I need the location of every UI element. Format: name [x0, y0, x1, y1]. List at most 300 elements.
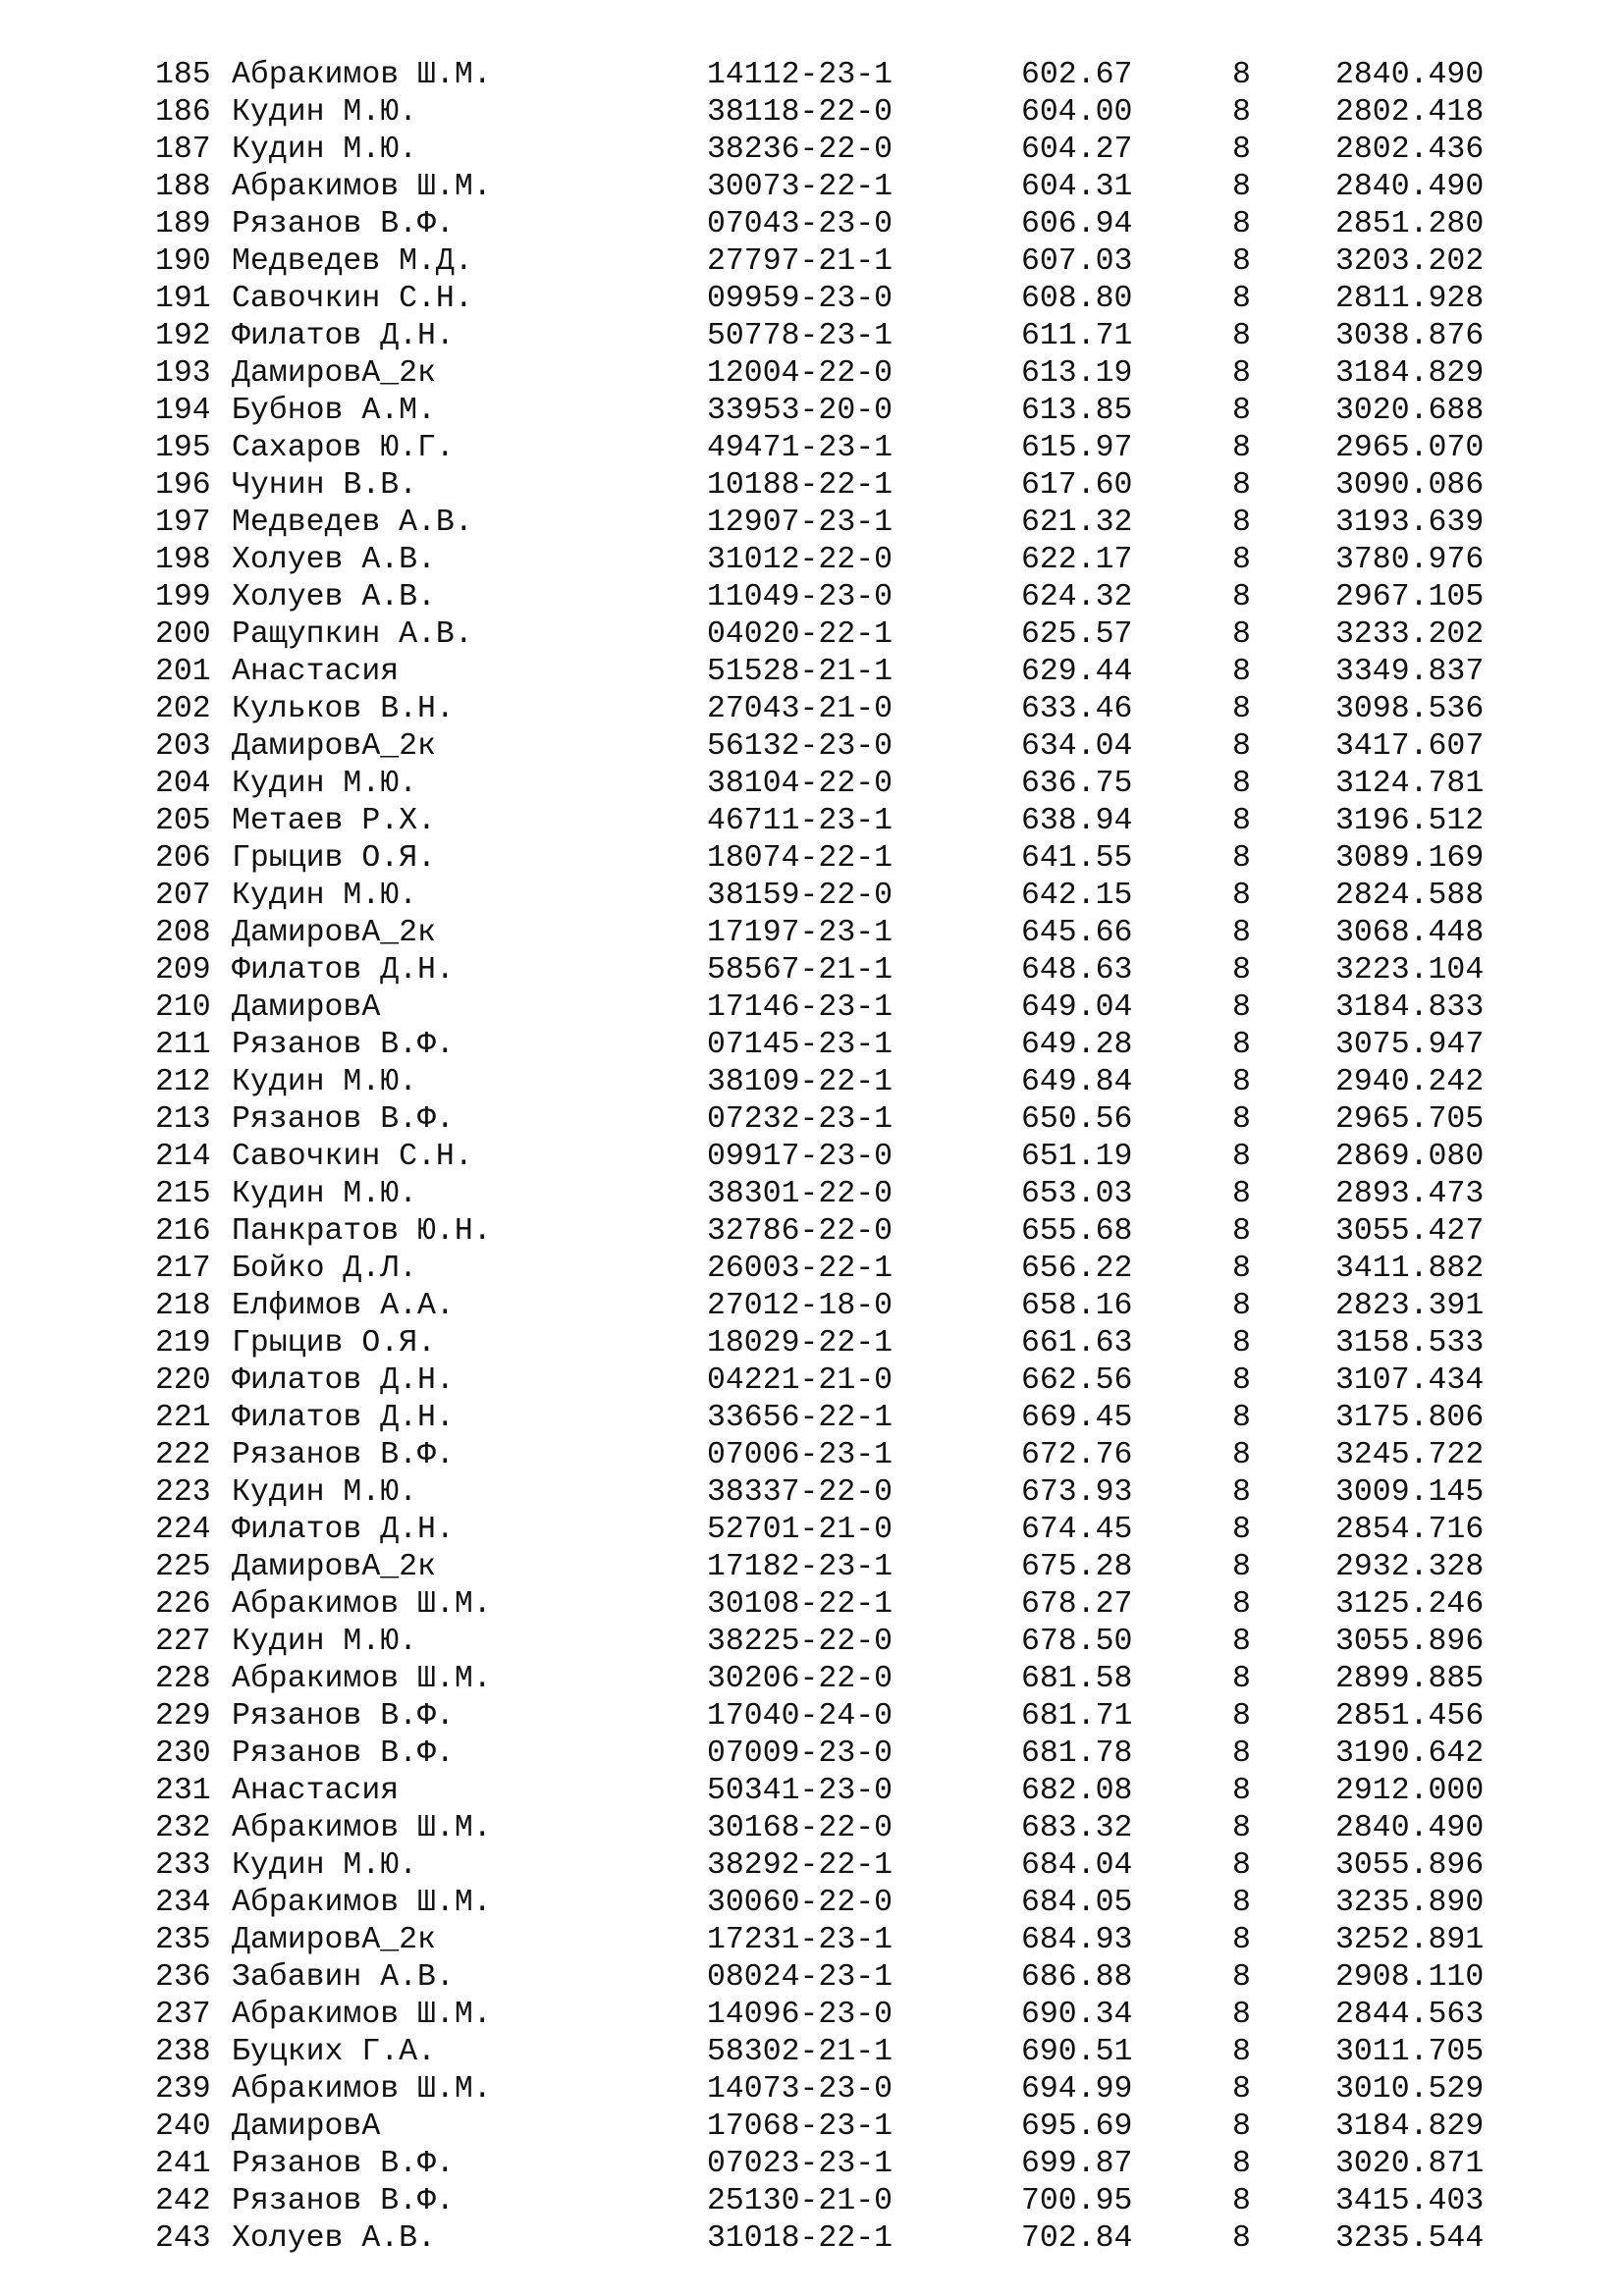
person-name: Кудин М.Ю.: [232, 95, 418, 130]
total-cell: 2840.490: [1335, 1811, 1485, 1845]
table-row: [0, 1027, 1624, 1064]
record-code: 10188-22-1: [707, 468, 893, 503]
value-cell: 617.60: [1021, 468, 1133, 503]
person-name: ДамировА_2к: [232, 1923, 436, 1957]
total-cell: 2912.000: [1335, 1774, 1485, 1808]
row-number: 214: [155, 1140, 211, 1174]
total-cell: 3010.529: [1335, 2072, 1485, 2107]
person-name: Ращупкин А.В.: [232, 617, 473, 652]
value-cell: 700.95: [1021, 2184, 1133, 2218]
count-cell: 8: [1232, 58, 1251, 92]
value-cell: 608.80: [1021, 282, 1133, 316]
value-cell: 606.94: [1021, 207, 1133, 241]
total-cell: 3203.202: [1335, 244, 1485, 279]
person-name: ДамировА_2к: [232, 916, 436, 950]
table-row: [0, 1251, 1624, 1288]
value-cell: 662.56: [1021, 1363, 1133, 1398]
row-number: 229: [155, 1699, 211, 1734]
row-number: 232: [155, 1811, 211, 1845]
record-code: 52701-21-0: [707, 1513, 893, 1547]
person-name: Бойко Д.Л.: [232, 1252, 418, 1286]
value-cell: 634.04: [1021, 729, 1133, 764]
count-cell: 8: [1232, 1065, 1251, 1099]
row-number: 186: [155, 95, 211, 130]
row-number: 210: [155, 990, 211, 1025]
count-cell: 8: [1232, 207, 1251, 241]
total-cell: 3780.976: [1335, 543, 1485, 577]
record-code: 17231-23-1: [707, 1923, 893, 1957]
person-name: Грыцив О.Я.: [232, 841, 436, 876]
record-code: 33953-20-0: [707, 394, 893, 428]
row-number: 221: [155, 1401, 211, 1435]
row-number: 206: [155, 841, 211, 876]
total-cell: 2802.436: [1335, 133, 1485, 167]
person-name: Кульков В.Н.: [232, 692, 455, 726]
value-cell: 622.17: [1021, 543, 1133, 577]
person-name: Панкратов Ю.Н.: [232, 1214, 492, 1249]
record-code: 14112-23-1: [707, 58, 893, 92]
record-code: 50341-23-0: [707, 1774, 893, 1808]
person-name: Филатов Д.Н.: [232, 1363, 455, 1398]
count-cell: 8: [1232, 1438, 1251, 1472]
record-code: 31018-22-1: [707, 2221, 893, 2256]
value-cell: 611.71: [1021, 319, 1133, 353]
row-number: 220: [155, 1363, 211, 1398]
record-code: 30060-22-0: [707, 1886, 893, 1920]
total-cell: 3193.639: [1335, 506, 1485, 540]
total-cell: 3020.871: [1335, 2147, 1485, 2181]
record-code: 58567-21-1: [707, 953, 893, 988]
person-name: Анастасия: [232, 655, 400, 689]
row-number: 233: [155, 1848, 211, 1883]
table-row: [0, 2220, 1624, 2258]
record-code: 32786-22-0: [707, 1214, 893, 1249]
value-cell: 684.04: [1021, 1848, 1133, 1883]
table-row: [0, 766, 1624, 803]
table-row: [0, 1922, 1624, 1959]
person-name: Холуев А.В.: [232, 543, 436, 577]
person-name: Буцких Г.А.: [232, 2035, 436, 2069]
record-code: 25130-21-0: [707, 2184, 893, 2218]
row-number: 197: [155, 506, 211, 540]
row-number: 198: [155, 543, 211, 577]
count-cell: 8: [1232, 1848, 1251, 1883]
total-cell: 2840.490: [1335, 170, 1485, 204]
person-name: Медведев А.В.: [232, 506, 473, 540]
count-cell: 8: [1232, 2072, 1251, 2107]
record-code: 09959-23-0: [707, 282, 893, 316]
value-cell: 669.45: [1021, 1401, 1133, 1435]
value-cell: 683.32: [1021, 1811, 1133, 1845]
count-cell: 8: [1232, 170, 1251, 204]
table-row: [0, 915, 1624, 952]
person-name: Абракимов Ш.М.: [232, 1662, 492, 1696]
row-number: 237: [155, 1998, 211, 2032]
record-code: 58302-21-1: [707, 2035, 893, 2069]
person-name: Забавин А.В.: [232, 1960, 455, 1995]
person-name: Елфимов А.А.: [232, 1289, 455, 1323]
record-code: 56132-23-0: [707, 729, 893, 764]
table-row: [0, 2071, 1624, 2109]
count-cell: 8: [1232, 2035, 1251, 2069]
total-cell: 3252.891: [1335, 1923, 1485, 1957]
value-cell: 656.22: [1021, 1252, 1133, 1286]
value-cell: 690.51: [1021, 2035, 1133, 2069]
table-row: [0, 1735, 1624, 1773]
value-cell: 629.44: [1021, 655, 1133, 689]
table-row: [0, 1474, 1624, 1512]
table-row: [0, 1959, 1624, 1997]
table-row: [0, 243, 1624, 281]
total-cell: 2811.928: [1335, 282, 1485, 316]
person-name: Рязанов В.Ф.: [232, 1028, 455, 1062]
total-cell: 2940.242: [1335, 1065, 1485, 1099]
person-name: Рязанов В.Ф.: [232, 207, 455, 241]
total-cell: 2965.070: [1335, 431, 1485, 465]
record-code: 12004-22-0: [707, 356, 893, 391]
row-number: 217: [155, 1252, 211, 1286]
count-cell: 8: [1232, 655, 1251, 689]
row-number: 200: [155, 617, 211, 652]
row-number: 215: [155, 1177, 211, 1211]
row-number: 193: [155, 356, 211, 391]
row-number: 202: [155, 692, 211, 726]
person-name: Кудин М.Ю.: [232, 767, 418, 801]
value-cell: 690.34: [1021, 1998, 1133, 2032]
total-cell: 3020.688: [1335, 394, 1485, 428]
count-cell: 8: [1232, 767, 1251, 801]
row-number: 242: [155, 2184, 211, 2218]
count-cell: 8: [1232, 1401, 1251, 1435]
person-name: Холуев А.В.: [232, 580, 436, 614]
person-name: Кудин М.Ю.: [232, 1065, 418, 1099]
person-name: Кудин М.Ю.: [232, 133, 418, 167]
table-row: [0, 1847, 1624, 1885]
value-cell: 686.88: [1021, 1960, 1133, 1995]
total-cell: 3245.722: [1335, 1438, 1485, 1472]
record-code: 07232-23-1: [707, 1102, 893, 1137]
record-code: 26003-22-1: [707, 1252, 893, 1286]
value-cell: 604.27: [1021, 133, 1133, 167]
count-cell: 8: [1232, 1513, 1251, 1547]
record-code: 38118-22-0: [707, 95, 893, 130]
value-cell: 638.94: [1021, 804, 1133, 838]
count-cell: 8: [1232, 692, 1251, 726]
count-cell: 8: [1232, 990, 1251, 1025]
value-cell: 633.46: [1021, 692, 1133, 726]
table-row: [0, 1512, 1624, 1549]
total-cell: 3055.427: [1335, 1214, 1485, 1249]
table-row: [0, 691, 1624, 728]
value-cell: 602.67: [1021, 58, 1133, 92]
value-cell: 613.85: [1021, 394, 1133, 428]
count-cell: 8: [1232, 468, 1251, 503]
count-cell: 8: [1232, 1736, 1251, 1771]
total-cell: 3184.833: [1335, 990, 1485, 1025]
record-code: 33656-22-1: [707, 1401, 893, 1435]
row-number: 243: [155, 2221, 211, 2256]
total-cell: 3107.434: [1335, 1363, 1485, 1398]
record-code: 49471-23-1: [707, 431, 893, 465]
person-name: ДамировА: [232, 990, 381, 1025]
table-row: [0, 542, 1624, 579]
row-number: 230: [155, 1736, 211, 1771]
row-number: 241: [155, 2147, 211, 2181]
table-row: [0, 1661, 1624, 1698]
person-name: Холуев А.В.: [232, 2221, 436, 2256]
value-cell: 604.31: [1021, 170, 1133, 204]
count-cell: 8: [1232, 953, 1251, 988]
count-cell: 8: [1232, 1923, 1251, 1957]
row-number: 190: [155, 244, 211, 279]
count-cell: 8: [1232, 1662, 1251, 1696]
person-name: Савочкин С.Н.: [232, 282, 473, 316]
record-code: 17182-23-1: [707, 1550, 893, 1584]
value-cell: 678.27: [1021, 1587, 1133, 1622]
value-cell: 613.19: [1021, 356, 1133, 391]
table-row: [0, 430, 1624, 467]
value-cell: 682.08: [1021, 1774, 1133, 1808]
person-name: Филатов Д.Н.: [232, 1513, 455, 1547]
count-cell: 8: [1232, 916, 1251, 950]
count-cell: 8: [1232, 1550, 1251, 1584]
total-cell: 3417.607: [1335, 729, 1485, 764]
total-cell: 2908.110: [1335, 1960, 1485, 1995]
record-code: 27043-21-0: [707, 692, 893, 726]
table-row: [0, 169, 1624, 206]
person-name: Рязанов В.Ф.: [232, 2147, 455, 2181]
count-cell: 8: [1232, 1102, 1251, 1137]
row-number: 194: [155, 394, 211, 428]
total-cell: 3223.104: [1335, 953, 1485, 988]
total-cell: 3415.403: [1335, 2184, 1485, 2218]
record-code: 51528-21-1: [707, 655, 893, 689]
record-code: 07009-23-0: [707, 1736, 893, 1771]
count-cell: 8: [1232, 394, 1251, 428]
total-cell: 3158.533: [1335, 1326, 1485, 1361]
record-code: 04221-21-0: [707, 1363, 893, 1398]
row-number: 188: [155, 170, 211, 204]
count-cell: 8: [1232, 1252, 1251, 1286]
table-row: [0, 1400, 1624, 1437]
table-row: [0, 505, 1624, 542]
table-row: [0, 803, 1624, 840]
value-cell: 681.71: [1021, 1699, 1133, 1734]
row-number: 224: [155, 1513, 211, 1547]
total-cell: 2932.328: [1335, 1550, 1485, 1584]
record-code: 07043-23-0: [707, 207, 893, 241]
value-cell: 684.05: [1021, 1886, 1133, 1920]
person-name: Абракимов Ш.М.: [232, 58, 492, 92]
table-row: [0, 1773, 1624, 1810]
table-row: [0, 1362, 1624, 1400]
table-row: [0, 2109, 1624, 2146]
total-cell: 2967.105: [1335, 580, 1485, 614]
table-row: [0, 1213, 1624, 1251]
person-name: Грыцив О.Я.: [232, 1326, 436, 1361]
value-cell: 642.15: [1021, 879, 1133, 913]
total-cell: 2844.563: [1335, 1998, 1485, 2032]
count-cell: 8: [1232, 1177, 1251, 1211]
person-name: Кудин М.Ю.: [232, 1475, 418, 1510]
table-row: [0, 654, 1624, 691]
record-code: 38236-22-0: [707, 133, 893, 167]
total-cell: 2893.473: [1335, 1177, 1485, 1211]
value-cell: 604.00: [1021, 95, 1133, 130]
value-cell: 661.63: [1021, 1326, 1133, 1361]
count-cell: 8: [1232, 2184, 1251, 2218]
row-number: 226: [155, 1587, 211, 1622]
row-number: 204: [155, 767, 211, 801]
value-cell: 655.68: [1021, 1214, 1133, 1249]
record-code: 07006-23-1: [707, 1438, 893, 1472]
row-number: 203: [155, 729, 211, 764]
table-row: [0, 1325, 1624, 1362]
person-name: ДамировА_2к: [232, 356, 436, 391]
count-cell: 8: [1232, 2147, 1251, 2181]
row-number: 192: [155, 319, 211, 353]
total-cell: 2854.716: [1335, 1513, 1485, 1547]
table-row: [0, 579, 1624, 616]
row-number: 228: [155, 1662, 211, 1696]
count-cell: 8: [1232, 282, 1251, 316]
value-cell: 649.28: [1021, 1028, 1133, 1062]
table-row: [0, 318, 1624, 355]
table-row: [0, 1176, 1624, 1213]
count-cell: 8: [1232, 1774, 1251, 1808]
person-name: Абракимов Ш.М.: [232, 170, 492, 204]
row-number: 238: [155, 2035, 211, 2069]
table-row: [0, 393, 1624, 430]
table-row: [0, 1288, 1624, 1325]
table-row: [0, 1997, 1624, 2034]
total-cell: 3175.806: [1335, 1401, 1485, 1435]
person-name: Филатов Д.Н.: [232, 1401, 455, 1435]
person-name: Кудин М.Ю.: [232, 1177, 418, 1211]
count-cell: 8: [1232, 1960, 1251, 1995]
count-cell: 8: [1232, 1475, 1251, 1510]
record-code: 17068-23-1: [707, 2109, 893, 2144]
count-cell: 8: [1232, 2109, 1251, 2144]
row-number: 231: [155, 1774, 211, 1808]
count-cell: 8: [1232, 431, 1251, 465]
person-name: Савочкин С.Н.: [232, 1140, 473, 1174]
count-cell: 8: [1232, 1625, 1251, 1659]
row-number: 189: [155, 207, 211, 241]
table-row: [0, 2146, 1624, 2183]
record-code: 38159-22-0: [707, 879, 893, 913]
row-number: 218: [155, 1289, 211, 1323]
row-number: 199: [155, 580, 211, 614]
record-code: 38109-22-1: [707, 1065, 893, 1099]
total-cell: 3125.246: [1335, 1587, 1485, 1622]
value-cell: 684.93: [1021, 1923, 1133, 1957]
record-code: 27797-21-1: [707, 244, 893, 279]
record-code: 17146-23-1: [707, 990, 893, 1025]
table-row: [0, 2183, 1624, 2220]
total-cell: 3349.837: [1335, 655, 1485, 689]
record-code: 07023-23-1: [707, 2147, 893, 2181]
record-code: 14096-23-0: [707, 1998, 893, 2032]
row-number: 209: [155, 953, 211, 988]
total-cell: 3190.642: [1335, 1736, 1485, 1771]
record-code: 31012-22-0: [707, 543, 893, 577]
record-code: 18029-22-1: [707, 1326, 893, 1361]
total-cell: 3038.876: [1335, 319, 1485, 353]
row-number: 191: [155, 282, 211, 316]
row-number: 225: [155, 1550, 211, 1584]
record-code: 38337-22-0: [707, 1475, 893, 1510]
count-cell: 8: [1232, 617, 1251, 652]
row-number: 201: [155, 655, 211, 689]
record-code: 30206-22-0: [707, 1662, 893, 1696]
table-row: [0, 952, 1624, 989]
person-name: Медведев М.Д.: [232, 244, 473, 279]
count-cell: 8: [1232, 319, 1251, 353]
person-name: Рязанов В.Ф.: [232, 1699, 455, 1734]
record-code: 30108-22-1: [707, 1587, 893, 1622]
value-cell: 674.45: [1021, 1513, 1133, 1547]
row-number: 213: [155, 1102, 211, 1137]
count-cell: 8: [1232, 1587, 1251, 1622]
total-cell: 2851.456: [1335, 1699, 1485, 1734]
total-cell: 2824.588: [1335, 879, 1485, 913]
table-row: [0, 989, 1624, 1027]
person-name: Абракимов Ш.М.: [232, 1587, 492, 1622]
count-cell: 8: [1232, 95, 1251, 130]
total-cell: 3055.896: [1335, 1625, 1485, 1659]
record-code: 38104-22-0: [707, 767, 893, 801]
total-cell: 3068.448: [1335, 916, 1485, 950]
table-row: [0, 94, 1624, 132]
row-number: 223: [155, 1475, 211, 1510]
total-cell: 3196.512: [1335, 804, 1485, 838]
person-name: ДамировА_2к: [232, 1550, 436, 1584]
record-code: 46711-23-1: [707, 804, 893, 838]
row-number: 222: [155, 1438, 211, 1472]
value-cell: 699.87: [1021, 2147, 1133, 2181]
value-cell: 641.55: [1021, 841, 1133, 876]
record-code: 11049-23-0: [707, 580, 893, 614]
count-cell: 8: [1232, 1028, 1251, 1062]
value-cell: 648.63: [1021, 953, 1133, 988]
table-row: [0, 728, 1624, 766]
row-number: 235: [155, 1923, 211, 1957]
person-name: ДамировА_2к: [232, 729, 436, 764]
row-number: 227: [155, 1625, 211, 1659]
count-cell: 8: [1232, 1699, 1251, 1734]
total-cell: 2965.705: [1335, 1102, 1485, 1137]
person-name: Бубнов А.М.: [232, 394, 436, 428]
row-number: 196: [155, 468, 211, 503]
table-row: [0, 1885, 1624, 1922]
count-cell: 8: [1232, 133, 1251, 167]
person-name: Кудин М.Ю.: [232, 1625, 418, 1659]
value-cell: 653.03: [1021, 1177, 1133, 1211]
person-name: Чунин В.В.: [232, 468, 418, 503]
table-row: [0, 467, 1624, 505]
count-cell: 8: [1232, 1140, 1251, 1174]
table-row: [0, 1064, 1624, 1101]
table-row: [0, 281, 1624, 318]
record-code: 50778-23-1: [707, 319, 893, 353]
value-cell: 649.04: [1021, 990, 1133, 1025]
record-code: 30168-22-0: [707, 1811, 893, 1845]
value-cell: 673.93: [1021, 1475, 1133, 1510]
total-cell: 2802.418: [1335, 95, 1485, 130]
person-name: Абракимов Ш.М.: [232, 1998, 492, 2032]
total-cell: 3411.882: [1335, 1252, 1485, 1286]
